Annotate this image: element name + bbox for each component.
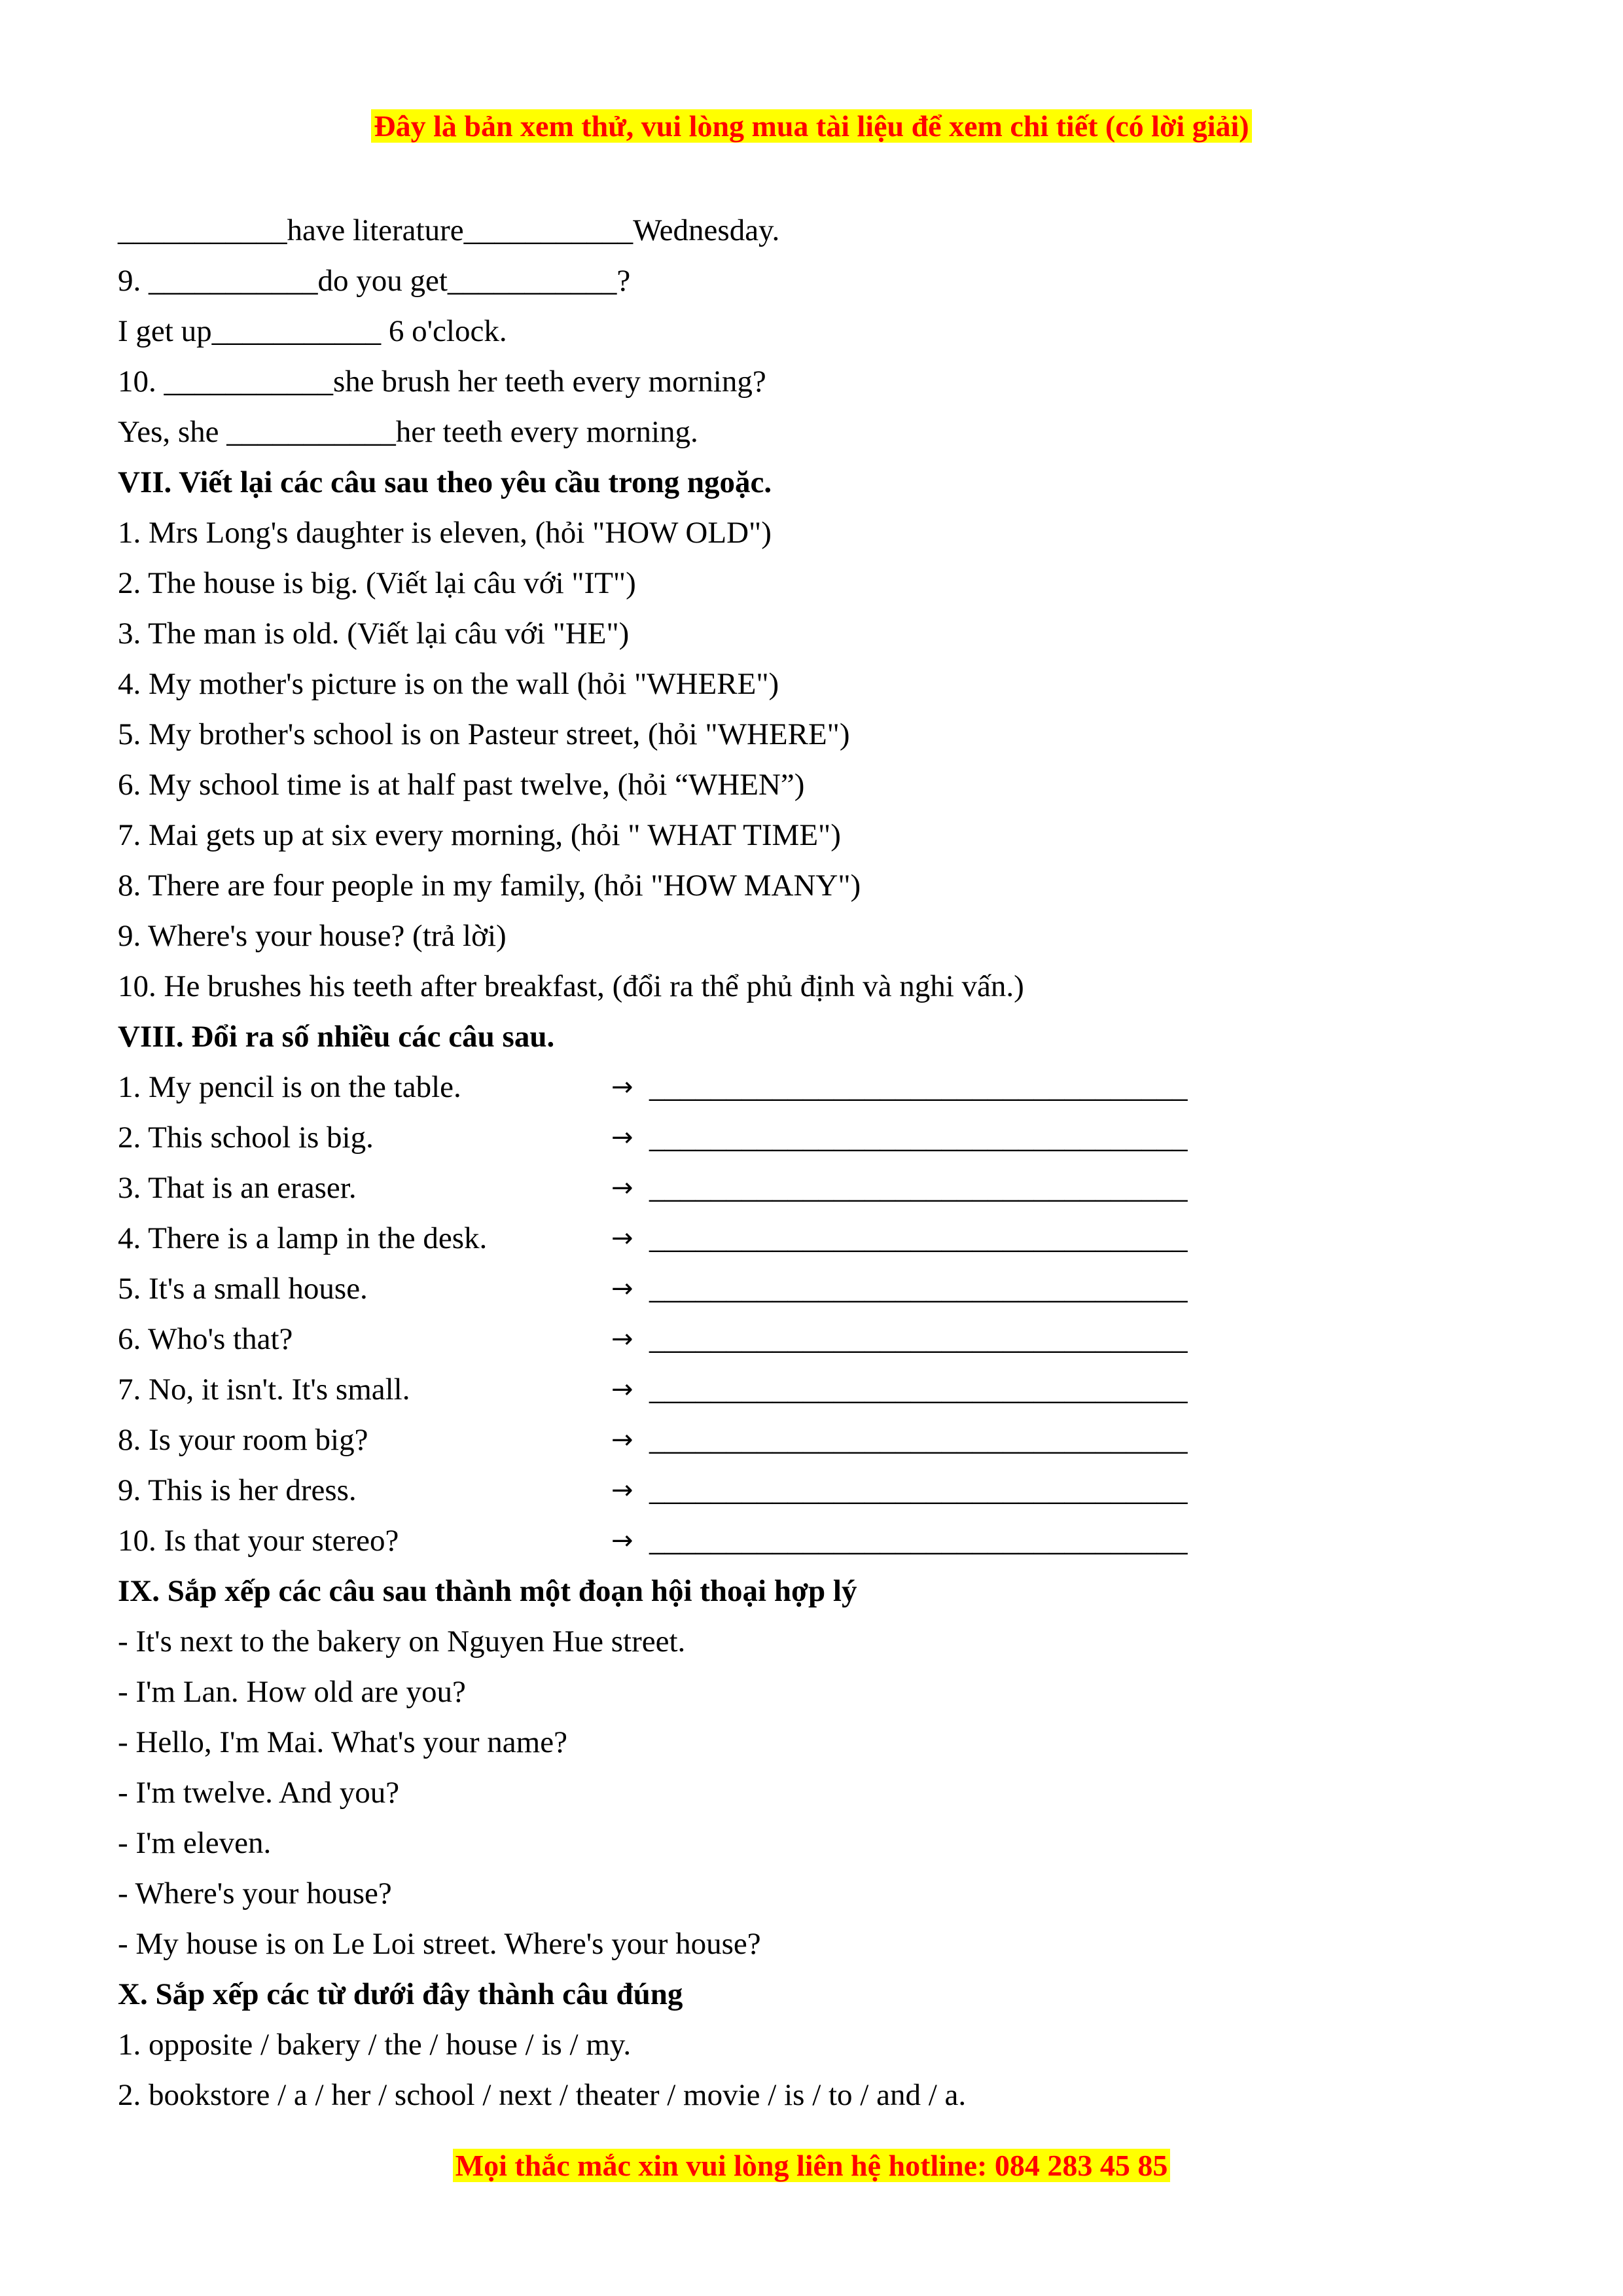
section-8-question: 7. No, it isn't. It's small.: [118, 1372, 410, 1407]
arrow-icon: →: [611, 1475, 633, 1505]
intro-line: I get up___________ 6 o'clock.: [118, 314, 507, 348]
section-7-item: 9. Where's your house? (trả lời): [118, 919, 507, 953]
arrow-icon: →: [611, 1223, 633, 1253]
section-8-question: 2. This school is big.: [118, 1121, 374, 1155]
answer-blank: ___________________________________: [649, 1372, 1188, 1407]
section-10-item: 1. opposite / bakery / the / house / is / my.: [118, 2028, 632, 2062]
answer-blank: ___________________________________: [649, 1221, 1188, 1255]
section-8-row: [118, 1062, 1518, 1113]
section-10-item: 2. bookstore / a / her / school / next / theater / movie / is / to / and / a.: [118, 2078, 967, 2112]
preview-banner-text: Đây là bản xem thử, vui lòng mua tài liệu để xem chi tiết (có lời giải): [371, 109, 1251, 143]
answer-blank: ___________________________________: [649, 1473, 1188, 1507]
section-9-heading: IX. Sắp xếp các câu sau thành một đoạn hội thoại hợp lý: [118, 1574, 857, 1608]
answer-blank: ___________________________________: [649, 1524, 1188, 1558]
intro-line: 9. ___________do you get___________?: [118, 264, 631, 298]
answer-blank: ___________________________________: [649, 1171, 1188, 1205]
section-8-row: [118, 1264, 1518, 1314]
arrow-icon: →: [611, 1173, 633, 1203]
answer-blank: ___________________________________: [649, 1272, 1188, 1306]
worksheet-content: [118, 206, 1518, 2121]
section-9-item: - I'm Lan. How old are you?: [118, 1675, 466, 1709]
section-7-item: 1. Mrs Long's daughter is eleven, (hỏi "HOW OLD"): [118, 516, 772, 550]
section-9-item: - I'm twelve. And you?: [118, 1776, 400, 1810]
section-8-row: [118, 1465, 1518, 1516]
section-7-item: 8. There are four people in my family, (hỏi "HOW MANY"): [118, 869, 861, 903]
arrow-icon: →: [611, 1324, 633, 1354]
section-8-question: 8. Is your room big?: [118, 1423, 368, 1457]
section-7-item: 2. The house is big. (Viết lại câu với "IT"): [118, 566, 636, 600]
intro-line: ___________have literature___________Wednesday.: [118, 213, 780, 247]
section-8-question: 3. That is an eraser.: [118, 1171, 357, 1205]
section-8-row: [118, 1365, 1518, 1415]
section-7-item: 10. He brushes his teeth after breakfast, (đổi ra thể phủ định và nghi vấn.): [118, 969, 1024, 1003]
arrow-icon: →: [611, 1526, 633, 1556]
section-7-item: 5. My brother's school is on Pasteur street, (hỏi "WHERE"): [118, 717, 850, 751]
hotline-banner-text: Mọi thắc mắc xin vui lòng liên hệ hotline: 084 283 45 85: [453, 2149, 1171, 2182]
section-8-row: [118, 1163, 1518, 1213]
section-8-question: 5. It's a small house.: [118, 1272, 368, 1306]
section-7-item: 3. The man is old. (Viết lại câu với "HE"): [118, 617, 630, 651]
arrow-icon: →: [611, 1122, 633, 1153]
section-10-heading: X. Sắp xếp các từ dưới đây thành câu đúng: [118, 1977, 683, 2011]
arrow-icon: →: [611, 1072, 633, 1102]
arrow-icon: →: [611, 1425, 633, 1455]
section-7-item: 4. My mother's picture is on the wall (hỏi "WHERE"): [118, 667, 779, 701]
section-7-item: 7. Mai gets up at six every morning, (hỏi " WHAT TIME"): [118, 818, 841, 852]
arrow-icon: →: [611, 1274, 633, 1304]
section-8-row: [118, 1516, 1518, 1566]
section-8-row: [118, 1415, 1518, 1465]
section-9-item: - Where's your house?: [118, 1876, 392, 1910]
section-8-question: 10. Is that your stereo?: [118, 1524, 399, 1558]
section-9-item: - It's next to the bakery on Nguyen Hue street.: [118, 1624, 686, 1659]
section-8-question: 1. My pencil is on the table.: [118, 1070, 461, 1104]
section-8-row: [118, 1213, 1518, 1264]
section-7-item: 6. My school time is at half past twelve, (hỏi “WHEN”): [118, 768, 805, 802]
answer-blank: ___________________________________: [649, 1121, 1188, 1155]
arrow-icon: →: [611, 1374, 633, 1405]
answer-blank: ___________________________________: [649, 1070, 1188, 1104]
hotline-banner: [0, 2147, 1623, 2185]
answer-blank: ___________________________________: [649, 1423, 1188, 1457]
intro-line: Yes, she ___________her teeth every morning.: [118, 415, 698, 449]
intro-line: 10. ___________she brush her teeth every morning?: [118, 365, 766, 399]
section-7-heading: VII. Viết lại các câu sau theo yêu cầu trong ngoặc.: [118, 465, 772, 499]
preview-banner: [0, 107, 1623, 145]
section-8-heading: VIII. Đổi ra số nhiều các câu sau.: [118, 1020, 555, 1054]
section-8-question: 9. This is her dress.: [118, 1473, 357, 1507]
section-8-row: [118, 1314, 1518, 1365]
section-9-item: - I'm eleven.: [118, 1826, 272, 1860]
answer-blank: ___________________________________: [649, 1322, 1188, 1356]
section-8-question: 4. There is a lamp in the desk.: [118, 1221, 488, 1255]
section-8-question: 6. Who's that?: [118, 1322, 293, 1356]
section-8-row: [118, 1113, 1518, 1163]
section-9-item: - My house is on Le Loi street. Where's your house?: [118, 1927, 761, 1961]
section-9-item: - Hello, I'm Mai. What's your name?: [118, 1725, 567, 1759]
